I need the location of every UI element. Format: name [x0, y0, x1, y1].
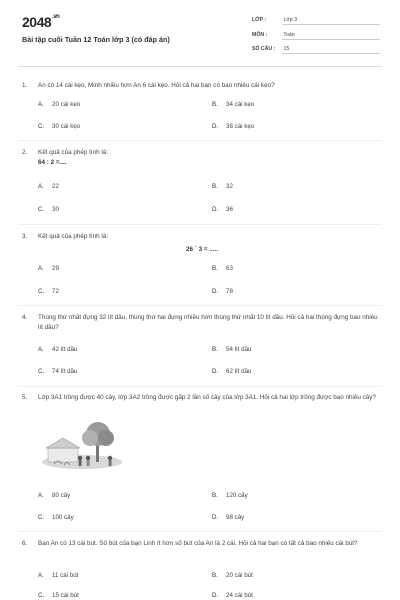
meta-subject [252, 32, 380, 38]
question-2 [22, 148, 382, 168]
option-letter: C. [38, 514, 45, 521]
option-letter: D. [212, 592, 219, 599]
page-title: Bài tập cuối Tuần 12 Toán lớp 3 (có đáp án) [22, 35, 170, 44]
option-c[interactable] [38, 206, 59, 213]
option-a[interactable] [38, 183, 59, 190]
option-text: 20 cái bút [226, 572, 253, 579]
question-6 [22, 539, 382, 549]
option-b[interactable] [212, 183, 233, 190]
option-b[interactable] [212, 492, 248, 499]
option-text: 22 [52, 183, 59, 190]
option-letter: A. [38, 492, 44, 499]
meta-label: MÔN : [252, 32, 268, 38]
question-3 [22, 232, 382, 255]
option-text: 36 [226, 206, 233, 213]
question-text: An có 14 cái kẹo, Minh nhiều hơn An 6 cái kẹo. Hỏi cả hai bạn có bao nhiêu cái kẹo? [38, 82, 275, 89]
option-a[interactable] [38, 265, 59, 272]
option-letter: A. [38, 183, 44, 190]
question-expression: 26 ´ 3 = ..... [185, 246, 219, 253]
question-number: 6. [22, 540, 28, 547]
option-text: 15 cái bút [52, 592, 79, 599]
option-letter: D. [212, 368, 219, 375]
option-letter: B. [212, 183, 218, 190]
question-number: 5. [22, 394, 28, 401]
option-text: 32 [226, 183, 233, 190]
question-divider [18, 224, 382, 225]
option-a[interactable] [38, 101, 80, 108]
option-letter: D. [212, 123, 219, 130]
meta-underline [282, 53, 380, 54]
option-letter: A. [38, 101, 44, 108]
option-letter: C. [38, 123, 45, 130]
meta-value: 15 [283, 46, 290, 52]
meta-underline [282, 24, 380, 25]
meta-label: SỐ CÂU : [252, 46, 276, 52]
option-d[interactable] [212, 592, 253, 599]
option-text: 98 cây [226, 514, 245, 521]
option-text: 30 [52, 206, 59, 213]
option-letter: B. [212, 265, 218, 272]
option-letter: B. [212, 346, 218, 353]
option-text: 120 cây [226, 492, 248, 499]
question-divider [18, 531, 382, 532]
option-text: 74 lít dầu [52, 368, 78, 375]
option-text: 100 cây [52, 514, 74, 521]
question-divider [18, 305, 382, 306]
option-letter: D. [212, 514, 219, 521]
tree-planting-illustration [40, 418, 124, 470]
question-4 [22, 313, 382, 333]
option-b[interactable] [212, 346, 251, 353]
option-text: 34 cái kẹo [226, 101, 255, 108]
option-letter: C. [38, 592, 45, 599]
option-text: 63 [226, 265, 233, 272]
option-letter: C. [38, 368, 45, 375]
option-letter: B. [212, 101, 218, 108]
meta-underline [282, 39, 380, 40]
option-letter: A. [38, 572, 44, 579]
option-d[interactable] [212, 368, 251, 375]
option-text: 62 lít dầu [226, 368, 252, 375]
question-expression: 64 : 2 =.... [38, 159, 67, 166]
option-text: 20 cái kẹo [52, 101, 81, 108]
question-number: 4. [22, 314, 28, 321]
option-d[interactable] [212, 206, 233, 213]
question-number: 3. [22, 233, 28, 240]
question-1 [22, 81, 382, 91]
option-letter: A. [38, 265, 44, 272]
option-text: 11 cái bút [52, 572, 79, 579]
option-letter: A. [38, 346, 44, 353]
option-b[interactable] [212, 101, 254, 108]
option-d[interactable] [212, 288, 233, 295]
option-c[interactable] [38, 368, 77, 375]
question-number: 2. [22, 149, 28, 156]
option-a[interactable] [38, 346, 77, 353]
question-text: Bạn An có 13 cái bút. Số bút của bạn Linh ít hơn số bút của An là 2 cái. Hỏi cả hai bạn có tất cả bao nhiêu cái bút? [38, 540, 358, 547]
option-letter: D. [212, 206, 219, 213]
option-text: 78 [226, 288, 233, 295]
question-divider [18, 140, 382, 141]
question-5 [22, 393, 382, 403]
meta-label: LỚP : [252, 17, 267, 23]
option-d[interactable] [212, 123, 254, 130]
meta-value: Lớp 3 [283, 17, 297, 23]
brand-suffix: .vn [52, 14, 60, 20]
option-text: 42 lít dầu [52, 346, 78, 353]
option-letter: B. [212, 492, 218, 499]
header-divider [18, 66, 382, 67]
brand-name: 2048 [22, 14, 52, 30]
option-c[interactable] [38, 514, 74, 521]
brand-logo[interactable] [22, 14, 59, 30]
option-letter: B. [212, 572, 218, 579]
meta-value: Toán [283, 32, 295, 38]
option-letter: C. [38, 288, 45, 295]
option-text: 54 lít dầu [226, 346, 252, 353]
option-text: 29 [52, 265, 59, 272]
question-text: Lớp 3A1 trồng được 40 cây, lớp 3A2 trồng được gấp 2 lần số cây của lớp 3A1. Hỏi cả hai lớp trồng được bao nhiêu cây? [38, 394, 376, 401]
option-d[interactable] [212, 514, 244, 521]
question-divider [18, 386, 382, 387]
option-letter: D. [212, 288, 219, 295]
option-text: 72 [52, 288, 59, 295]
option-c[interactable] [38, 592, 79, 599]
option-c[interactable] [38, 288, 59, 295]
question-number: 1. [22, 82, 28, 89]
option-a[interactable] [38, 492, 70, 499]
meta-count [252, 46, 380, 52]
question-text: Thùng thứ nhất đựng 32 lít dầu, thùng thứ hai đựng nhiều hơn thùng thứ nhất 10 lít dầu. Hỏi cả hai thùng đựng bao nhiêu lít dầu? [38, 314, 378, 331]
question-text: Kết quả của phép tính là: [38, 233, 109, 240]
option-text: 30 cái kẹo [52, 123, 81, 130]
option-text: 38 cái kẹo [226, 123, 255, 130]
option-text: 24 cái bút [226, 592, 253, 599]
option-letter: C. [38, 206, 45, 213]
option-a[interactable] [38, 572, 78, 579]
meta-class [252, 17, 380, 23]
option-b[interactable] [212, 265, 233, 272]
option-b[interactable] [212, 572, 253, 579]
option-text: 80 cây [52, 492, 71, 499]
question-text: Kết quả của phép tính là: [38, 149, 109, 156]
option-c[interactable] [38, 123, 80, 130]
